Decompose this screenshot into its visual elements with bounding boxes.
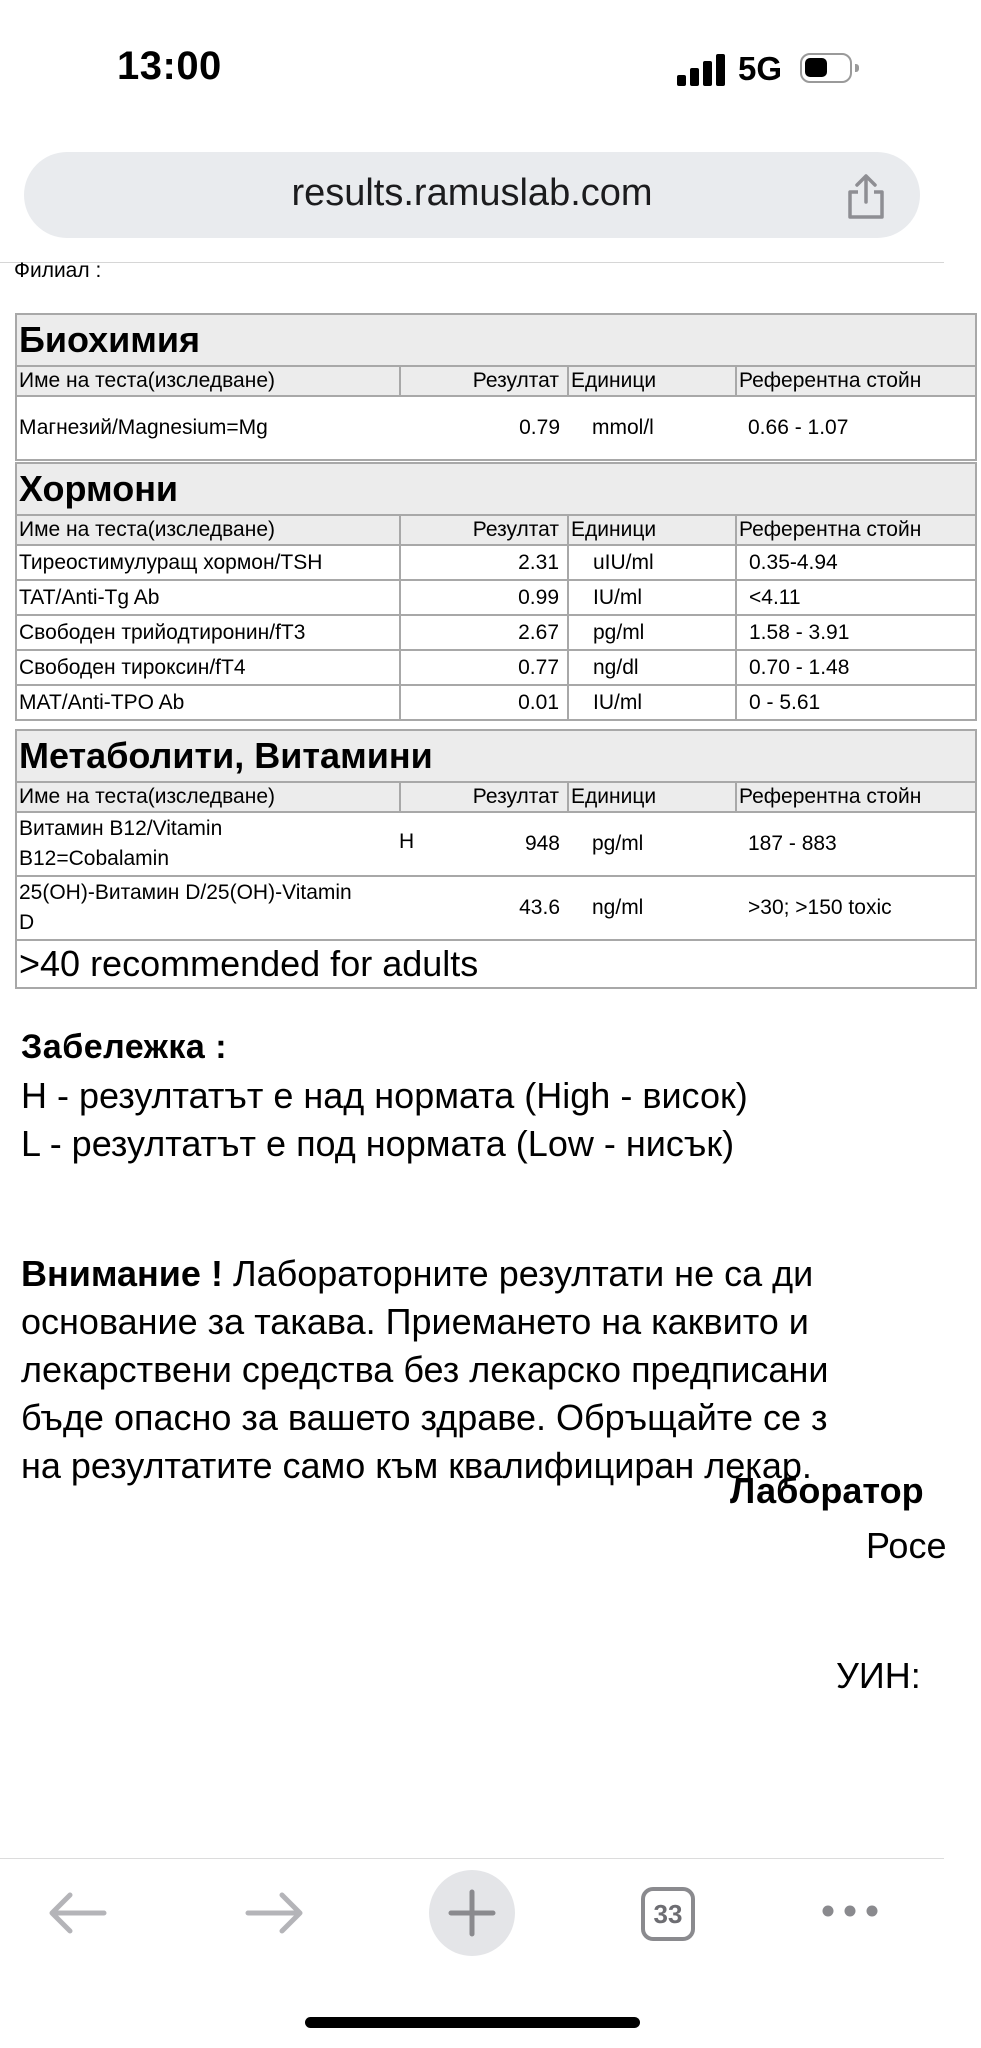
test-name: 25(OH)-Витамин D/25(OH)-Vitamin D <box>19 881 352 934</box>
units-value: ng/ml <box>568 876 736 940</box>
col-header-units: Единици <box>568 782 736 812</box>
col-header-test: Име на теста(изследване) <box>16 782 400 812</box>
reference-value: 187 - 883 <box>736 812 976 876</box>
flag-high: H <box>399 830 415 853</box>
test-name-cell <box>16 876 400 940</box>
signature-name: Росе <box>866 1525 947 1566</box>
more-icon[interactable] <box>820 1903 880 1919</box>
share-icon[interactable] <box>844 172 888 220</box>
reference-value: 0.70 - 1.48 <box>736 650 976 685</box>
table-row <box>16 650 976 685</box>
note-line-high: H - резултатът е над нормата (High - висок) <box>21 1075 748 1116</box>
table-biochemistry <box>15 313 977 461</box>
reference-value: 0 - 5.61 <box>736 685 976 720</box>
units-value: IU/ml <box>568 580 736 615</box>
warning-line: лекарствени средства без лекарско предписани <box>21 1349 829 1390</box>
table-row <box>16 615 976 650</box>
test-name: TAT/Anti-Tg Ab <box>16 580 400 615</box>
filial-label: Филиал : <box>14 259 102 282</box>
col-header-units: Единици <box>568 366 736 396</box>
result-value: 0.99 <box>400 580 568 615</box>
back-arrow-icon[interactable] <box>46 1890 108 1936</box>
reference-value: <4.11 <box>736 580 976 615</box>
warning-line: бъде опасно за вашето здраве. Обръщайте се з <box>21 1397 828 1438</box>
units-value: mmol/l <box>568 396 736 460</box>
result-value: 0.79 <box>400 396 568 460</box>
test-name: Витамин B12/Vitamin B12=Cobalamin <box>19 817 223 870</box>
result-value: 0.01 <box>400 685 568 720</box>
table-metabolites-vitamins <box>15 729 977 989</box>
reference-value: 1.58 - 3.91 <box>736 615 976 650</box>
col-header-result: Резултат <box>400 515 568 545</box>
table-row <box>16 685 976 720</box>
section-title: Биохимия <box>16 314 976 366</box>
table-row <box>16 396 976 460</box>
col-header-result: Резултат <box>400 782 568 812</box>
table-row <box>16 580 976 615</box>
table-row <box>16 812 976 876</box>
reference-value: >30; >150 toxic <box>736 876 976 940</box>
test-name: Тиреостимулуращ хормон/TSH <box>16 545 400 580</box>
footnote: >40 recommended for adults <box>16 940 976 988</box>
units-value: pg/ml <box>568 615 736 650</box>
address-bar-divider <box>0 262 944 263</box>
new-tab-button[interactable] <box>429 1870 515 1956</box>
reference-value: 0.66 - 1.07 <box>736 396 976 460</box>
units-value: ng/dl <box>568 650 736 685</box>
col-header-result: Резултат <box>400 366 568 396</box>
network-type: 5G <box>738 50 783 87</box>
test-name: MAT/Anti-TPO Ab <box>16 685 400 720</box>
table-row <box>16 876 976 940</box>
table-row <box>16 940 976 988</box>
tabs-button[interactable]: 33 <box>641 1887 695 1941</box>
units-value: uIU/ml <box>568 545 736 580</box>
note-line-low: L - резултатът е под нормата (Low - нисък) <box>21 1123 735 1164</box>
col-header-units: Единици <box>568 515 736 545</box>
toolbar-divider <box>0 1858 944 1859</box>
test-name: Магнезий/Magnesium=Mg <box>16 396 400 460</box>
signal-icon <box>677 54 727 86</box>
warning-text <box>21 1250 981 1490</box>
test-name: Свободен трийодтиронин/fT3 <box>16 615 400 650</box>
units-value: pg/ml <box>568 812 736 876</box>
battery-icon <box>800 53 852 83</box>
test-name-cell <box>16 812 415 876</box>
col-header-reference: Референтна стойн <box>736 515 976 545</box>
col-header-test: Име на теста(изследване) <box>16 515 400 545</box>
col-header-reference: Референтна стойн <box>736 782 976 812</box>
home-indicator <box>305 2017 640 2028</box>
result-value: 948 <box>400 812 568 876</box>
result-value: 2.31 <box>400 545 568 580</box>
reference-value: 0.35-4.94 <box>736 545 976 580</box>
result-value: 43.6 <box>400 876 568 940</box>
section-title: Хормони <box>16 463 976 515</box>
warning-line: Лабораторните резултати не са ди <box>222 1253 814 1294</box>
plus-icon <box>429 1870 515 1956</box>
table-hormones <box>15 462 977 721</box>
col-header-test: Име на теста(изследване) <box>16 366 400 396</box>
signature-title: Лаборатор <box>730 1470 924 1511</box>
units-value: IU/ml <box>568 685 736 720</box>
signature-uin: УИН: <box>836 1655 921 1696</box>
address-bar[interactable] <box>24 152 920 238</box>
test-name: Свободен тироксин/fT4 <box>16 650 400 685</box>
note-title: Забележка : <box>21 1028 228 1066</box>
result-value: 0.77 <box>400 650 568 685</box>
warning-label: Внимание ! <box>21 1253 223 1294</box>
status-time: 13:00 <box>117 44 222 88</box>
col-header-reference: Референтна стойн <box>736 366 976 396</box>
url-text[interactable]: results.ramuslab.com <box>291 172 653 214</box>
warning-line: основание за такава. Приемането на каквито и <box>21 1301 809 1342</box>
forward-arrow-icon[interactable] <box>244 1890 306 1936</box>
table-row <box>16 545 976 580</box>
section-title: Метаболити, Витамини <box>16 730 976 782</box>
warning-line: на резултатите само към квалифициран лекар. <box>21 1445 812 1486</box>
result-value: 2.67 <box>400 615 568 650</box>
